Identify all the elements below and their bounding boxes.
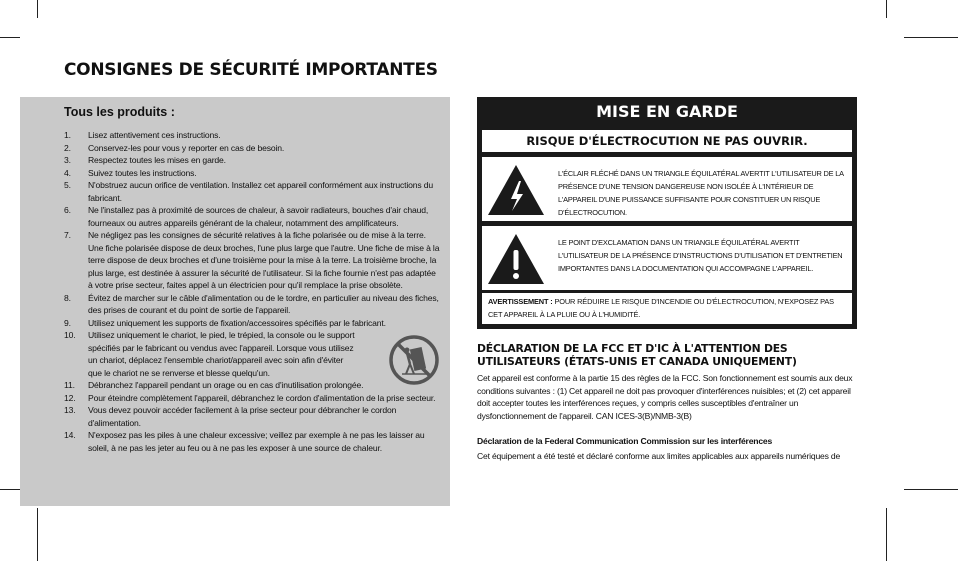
- list-item: 1. Lisez attentivement ces instructions.: [64, 130, 221, 140]
- list-item: 12. Pour éteindre complètement l'appareil, débranchez le cordon d'alimentation de la prise secteur.: [64, 392, 436, 403]
- lightning-warning-row: [482, 157, 852, 221]
- list-item: 8. Évitez de marcher sur le câble d'alimentation ou de le tordre, en particulier au niveau des fiches, des prises de courant et du point de sortie de l'appareil.: [64, 292, 439, 315]
- crop-mark: [0, 489, 20, 490]
- crop-mark: [37, 508, 38, 561]
- fcc-body: Cet appareil est conforme à la partie 15 des règles de la FCC. Son fonctionnement est soumis aux deux conditions suivantes : (1) Cet appareil ne doit pas provoquer d'interférences nuisibles; et (2) cet appareil doit accepter toutes les interférences reçues, y compris celles susceptibles d'entraîner un dysfonctionnement de l'appareil. CAN ICES-3(B)/NMB-3(B): [477, 373, 853, 421]
- warning-footer-label: AVERTISSEMENT :: [488, 297, 553, 306]
- list-item: 11. Débranchez l'appareil pendant un orage ou en cas d'inutilisation prolongée.: [64, 380, 364, 390]
- caution-box: [477, 97, 857, 329]
- list-item: 13. Vous devez pouvoir accéder facilement à la prise secteur pour débrancher le cordon d'alimentation.: [64, 405, 397, 428]
- list-item: 7. Ne négligez pas les consignes de sécurité relatives à la fiche polarisée ou de mise à la terre. Une fiche polarisée dispose de deux broches, l'une plus large que l'autre. Une fiche de mise à la terre dispose de deux broches et d'une troisième pour la mise à la terre. La troisième broche, la plus large, est destinée à assurer la sécurité de l'utilisateur. Si la fiche fournie n'est pas adaptée à votre prise secteur, faites appel à un électricien pour qu'il remplace la prise obsolète.: [64, 230, 440, 290]
- lightning-triangle-icon: [482, 157, 550, 221]
- crop-mark: [904, 37, 958, 38]
- list-item: 14. N'exposez pas les piles à une chaleur excessive; veillez par exemple à ne pas les laisser au soleil, à ne pas les jeter au feu ou à ne pas les exposer à une source de chaleur.: [64, 430, 425, 453]
- crop-mark: [886, 508, 887, 561]
- list-item: 9. Utilisez uniquement les supports de fixation/accessoires spécifiés par le fabricant.: [64, 317, 386, 328]
- crop-mark: [0, 37, 20, 38]
- list-item: 5. N'obstruez aucun orifice de ventilation. Installez cet appareil conformément aux instructions du fabricant.: [64, 180, 434, 203]
- list-item: 2. Conservez-les pour vous y reporter en cas de besoin.: [64, 142, 285, 153]
- exclamation-triangle-icon: [482, 226, 550, 290]
- fcc-heading: DÉCLARATION DE LA FCC ET D'IC À L'ATTENTION DES UTILISATEURS (ÉTATS-UNIS ET CANADA UNIQUEMENT): [477, 342, 797, 368]
- list-item: 10. Utilisez uniquement le chariot, le pied, le trépied, la console ou le support spécifiés par le fabricant ou vendus avec l'appareil. Lorsque vous utilisez un chariot, déplacez l'ensemble chariot/appareil avec soin afin d'éviter que le chariot ne se renverse et blesse quelqu'un.: [64, 330, 355, 378]
- list-item: 4. Suivez toutes les instructions.: [64, 167, 197, 178]
- caution-subtitle: RISQUE D'ÉLECTROCUTION NE PAS OUVRIR.: [482, 130, 852, 152]
- instructions-list: [20, 129, 450, 454]
- fcc-subheading: Déclaration de la Federal Communication Commission sur les interférences: [477, 436, 773, 446]
- safety-instructions-panel: [20, 97, 450, 506]
- cart-tip-over-warning-icon: [388, 334, 440, 386]
- lightning-warning-text: L'ÉCLAIR FLÉCHÉ DANS UN TRIANGLE ÉQUILATÉRAL AVERTIT L'UTILISATEUR DE LA PRÉSENCE D'UNE TENSION DANGEREUSE NON ISOLÉE À L'INTÉRIEUR DE L'APPAREIL D'UNE PUISSANCE SUFFISANTE POUR CONSTITUER UN RISQUE D'ÉLECTROCUTION.: [558, 169, 844, 217]
- warning-footer: [482, 293, 852, 324]
- crop-mark: [904, 489, 958, 490]
- page-title: CONSIGNES DE SÉCURITÉ IMPORTANTES: [64, 60, 438, 80]
- crop-mark: [37, 0, 38, 18]
- caution-title: MISE EN GARDE: [596, 102, 738, 121]
- list-item: 6. Ne l'installez pas à proximité de sources de chaleur, à savoir radiateurs, bouches d'air chaud, fourneaux ou autres appareils générant de la chaleur, notamment des amplificateurs.: [64, 205, 429, 228]
- exclamation-warning-row: [482, 226, 852, 290]
- crop-mark: [886, 0, 887, 18]
- exclamation-warning-text: LE POINT D'EXCLAMATION DANS UN TRIANGLE ÉQUILATÉRAL AVERTIT L'UTILISATEUR DE LA PRÉSENCE D'INSTRUCTIONS D'UTILISATION ET D'ENTRETIEN IMPORTANTES DANS LA DOCUMENTATION QUI ACCOMPAGNE L'APPAREIL.: [558, 238, 843, 273]
- warning-footer-text: POUR RÉDUIRE LE RISQUE D'INCENDIE OU D'ÉLECTROCUTION, N'EXPOSEZ PAS CET APPAREIL À LA PLUIE OU À L'HUMIDITÉ.: [488, 297, 834, 319]
- list-item: 3. Respectez toutes les mises en garde.: [64, 155, 226, 165]
- fcc-body-continued: Cet équipement a été testé et déclaré conforme aux limites applicables aux appareils numériques de: [477, 451, 841, 461]
- panel-heading: Tous les produits :: [64, 105, 175, 119]
